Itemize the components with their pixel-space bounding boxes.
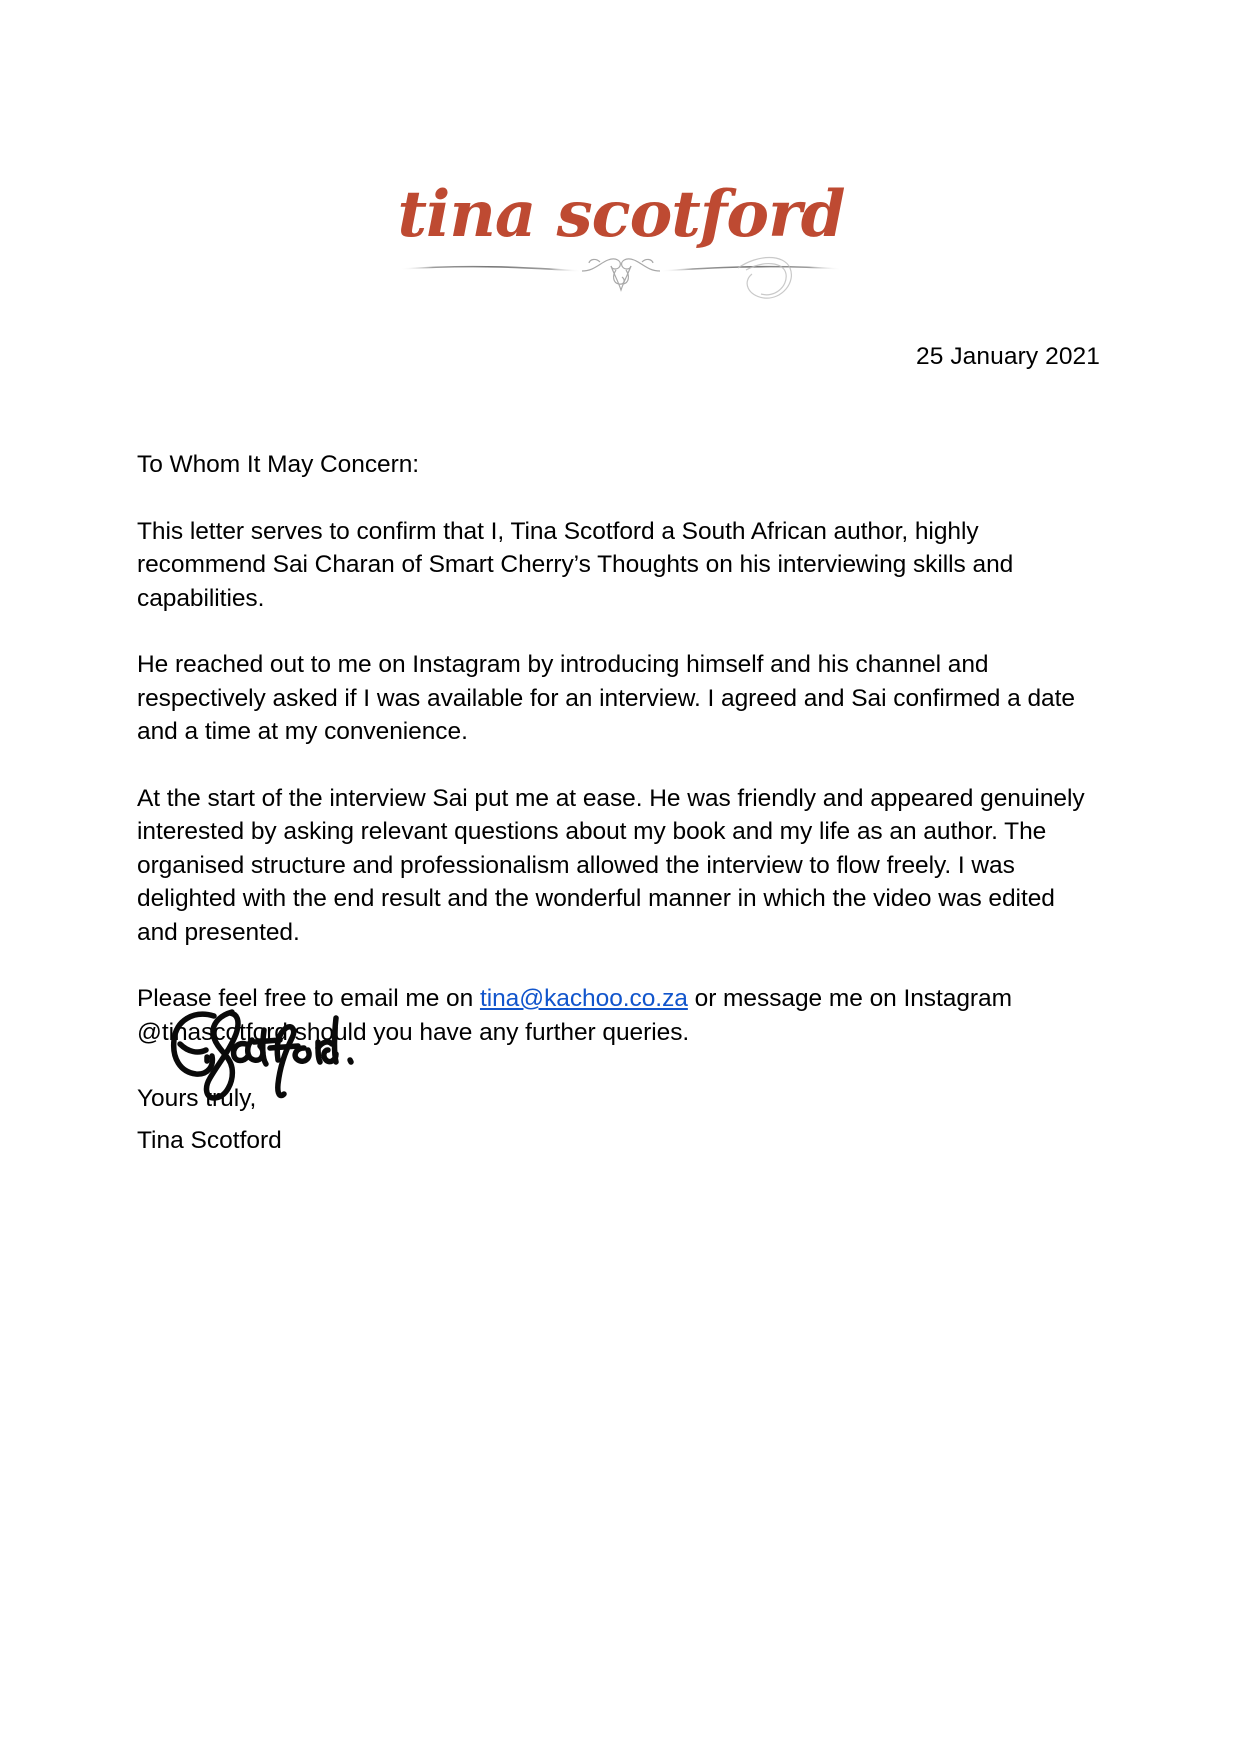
contact-text-after: or message me on Instagram @tinascotford should you have any further queries.	[137, 985, 1012, 1046]
handwritten-signature	[152, 1000, 362, 1110]
brand-logo	[386, 150, 856, 310]
closing-salutation: Yours truly,	[137, 1085, 257, 1112]
paragraph-3: At the start of the interview Sai put me at ease. He was friendly and appeared genuinely interested by asking relevant questions about my book and my life as an author. The organised structure and professionalism allowed the interview to flow freely. I was delighted with the end result and the wonderful manner in which the video was edited and presented.	[137, 784, 1085, 946]
paragraph-1: This letter serves to confirm that I, Tina Scotford a South African author, highly recommend Sai Charan of Smart Cherry’s Thoughts on his interviewing skills and capabilities.	[137, 517, 1014, 612]
brand-wordmark-text: tina scotford	[396, 177, 845, 252]
flourish-right-curl	[738, 258, 791, 299]
signature-area	[137, 1000, 1100, 1158]
salutation: To Whom It May Concern:	[137, 451, 420, 478]
letterhead	[0, 150, 1241, 315]
email-link[interactable]: tina@kachoo.co.za	[479, 985, 688, 1012]
paragraph-2: He reached out to me on Instagram by introducing himself and his channel and respectively asked if I was available for an interview. I agreed and Sai confirmed a date and a time at my convenience.	[137, 651, 1075, 745]
flourish-ornament	[400, 258, 842, 299]
letter-date: 25 January 2021	[915, 343, 1100, 370]
printed-signature-name: Tina Scotford	[137, 1127, 282, 1154]
contact-text-before: Please feel free to email me on	[137, 985, 480, 1012]
brand-logo-graphic	[386, 150, 856, 310]
